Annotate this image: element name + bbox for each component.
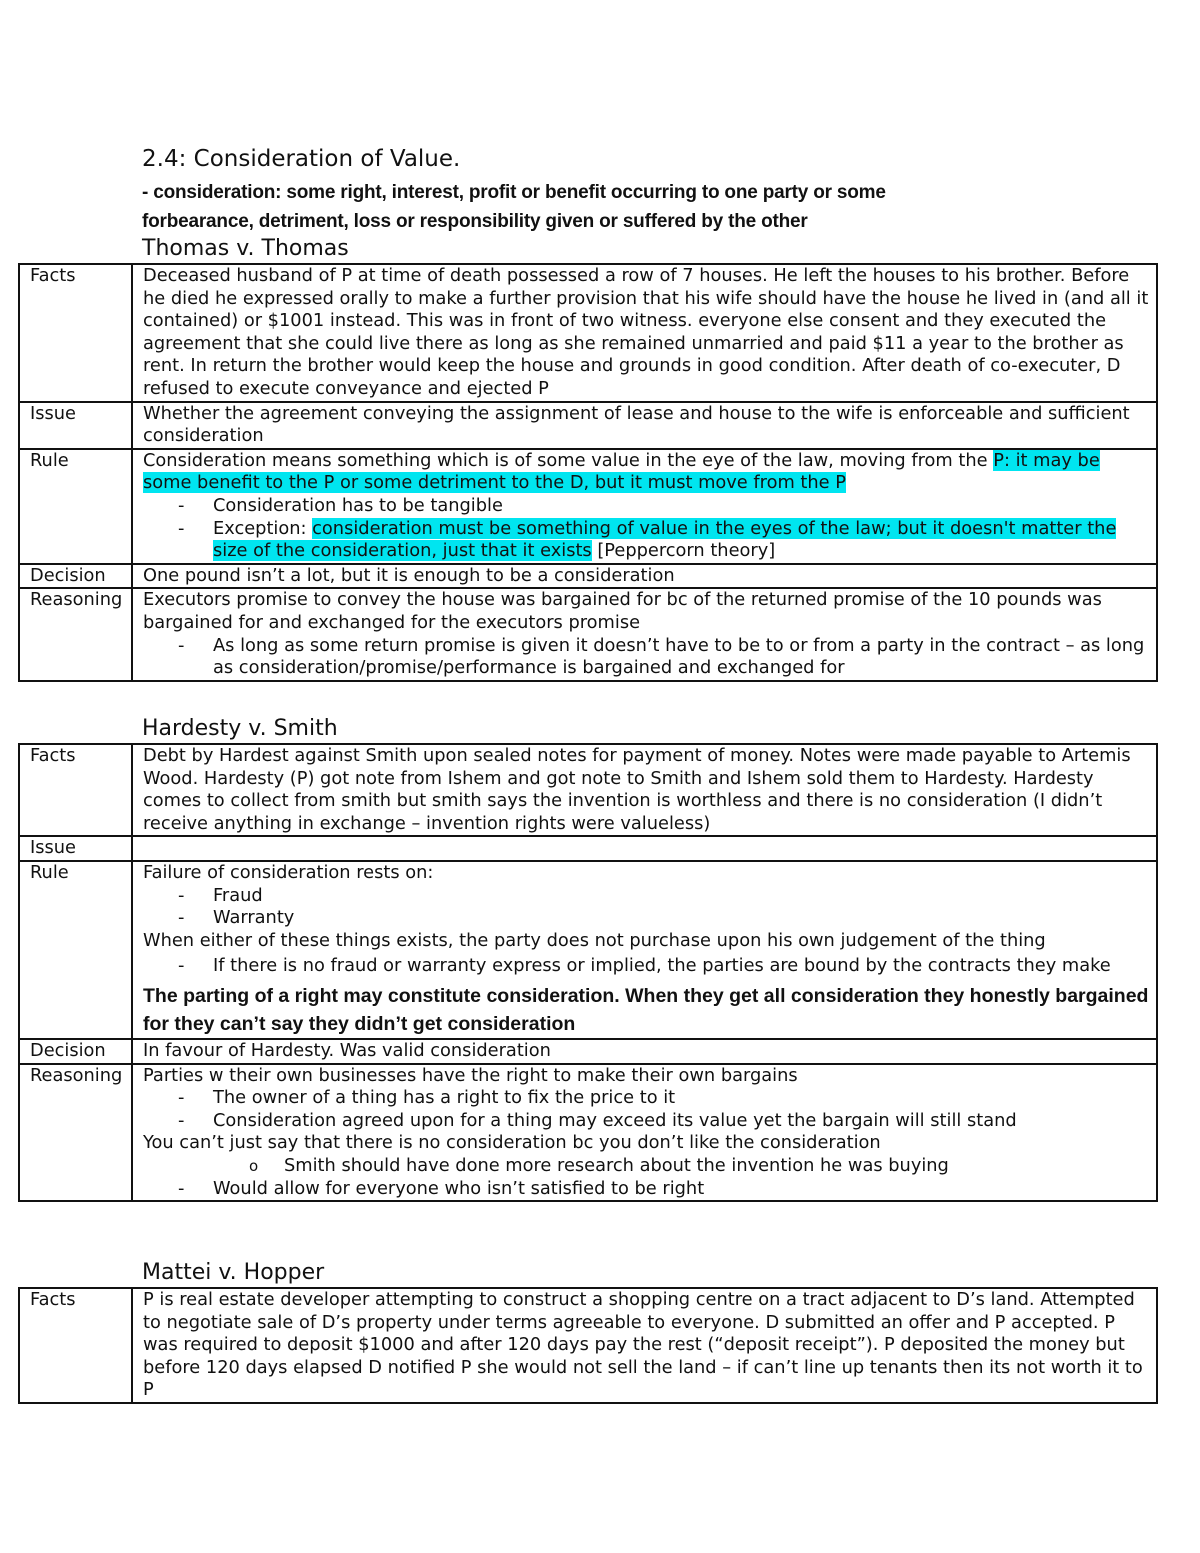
reasoning-cell [132,1064,1157,1202]
section-heading: 2.4: Consideration of Value. [142,146,461,172]
decision-text: In favour of Hardesty. Was valid consideration [132,1039,1157,1064]
issue-text [132,836,1157,861]
reasoning-bullets-2 [143,1178,1152,1201]
list-item: o Smith should have done more research about the invention he was buying [284,1155,1152,1178]
exception-highlight: consideration must be something of value in the eyes of the law; but it doesn't matter the size of the consideration, just that it exists [213,517,1117,562]
facts-text: Deceased husband of P at time of death possessed a row of 7 houses. He left the houses to his brother. Before he died he expressed orally to make a further provision that his wife should have the house he lived in (and all it contained) or $1001 instead. This was in front of two witness. everyone else consent and they executed the agreement that she could live there as long as she remained unmarried and paid $11 a year to the brother as rent. In return the brother would keep the house and grounds in good condition. After death of co-executer, D refused to execute conveyance and ejected P [132,264,1157,402]
rule-highlight: P: it may be some benefit to the P or some detriment to the D, but it must move from the P [143,449,1100,494]
case-title-thomas: Thomas v. Thomas [142,236,349,261]
row-label-reasoning: Reasoning [19,1064,132,1202]
facts-text: P is real estate developer attempting to construct a shopping centre on a tract adjacent to D’s land. Attempted to negotiate sale of D’s property under terms agreeable to everyone. D submitted an offer and P accepted. P was required to deposit $1000 and after 120 days pay the rest (“deposit receipt”). P deposited the money but before 120 days elapsed D notified P she would not sell the land – if can’t line up tenants then its not worth it to P [132,1288,1157,1403]
case-table-hardesty [18,743,1158,1202]
row-label-rule: Rule [19,861,132,1039]
case-title-hardesty: Hardesty v. Smith [142,716,338,741]
case-title-mattei: Mattei v. Hopper [142,1260,325,1285]
table-row [19,402,1157,449]
row-label-issue: Issue [19,402,132,449]
rule-bullets [143,495,1152,563]
list-item: - Fraud [213,885,1152,908]
rule-line-2: When either of these things exists, the party does not purchase upon his own judgement of the thing [143,929,1046,951]
table-row [19,744,1157,836]
decision-text: One pound isn’t a lot, but it is enough to be a consideration [132,564,1157,589]
table-row [19,836,1157,861]
row-label-decision: Decision [19,564,132,589]
table-row [19,449,1157,564]
list-item: - Consideration agreed upon for a thing may exceed its value yet the bargain will still stand [213,1110,1152,1133]
rule-cell [132,449,1157,564]
table-row [19,1039,1157,1064]
bullet-suffix: [Peppercorn theory] [591,540,776,562]
rule-bullets-2 [143,955,1152,978]
row-label-issue: Issue [19,836,132,861]
list-item: - Consideration has to be tangible [213,495,1152,518]
reasoning-intro: Parties w their own businesses have the right to make their own bargains [143,1064,798,1086]
table-row [19,1064,1157,1202]
reasoning-cell [132,588,1157,680]
list-item: - As long as some return promise is given it doesn’t have to be to or from a party in the contract – as long as consideration/promise/performance is bargained and exchanged for [213,635,1152,680]
table-row [19,861,1157,1039]
reasoning-line-2: You can’t just say that there is no consideration bc you don’t like the consideration [143,1132,881,1154]
rule-intro: Consideration means something which is of some value in the eye of the law, moving from the [143,449,994,471]
list-item: - Warranty [213,907,1152,930]
reasoning-subbullets [143,1155,1152,1178]
list-item: - If there is no fraud or warranty express or implied, the parties are bound by the contracts they make [213,955,1152,978]
facts-text: Debt by Hardest against Smith upon sealed notes for payment of money. Notes were made payable to Artemis Wood. Hardesty (P) got note from Ishem and got note to Smith and Ishem sold them to Hardesty. Hardesty comes to collect from smith but smith says the invention is worthless and there is no consideration (I didn’t receive anything in exchange – invention rights were valueless) [132,744,1157,836]
table-row [19,564,1157,589]
case-table-thomas [18,263,1158,682]
rule-cell [132,861,1157,1039]
row-label-facts: Facts [19,264,132,402]
consideration-definition [142,178,1142,236]
row-label-facts: Facts [19,744,132,836]
row-label-rule: Rule [19,449,132,564]
bullet-prefix: Exception: [213,517,313,539]
list-item: - Would allow for everyone who isn’t satisfied to be right [213,1178,1152,1201]
rule-intro: Failure of consideration rests on: [143,861,434,883]
reasoning-bullets [143,1087,1152,1132]
row-label-decision: Decision [19,1039,132,1064]
row-label-reasoning: Reasoning [19,588,132,680]
row-label-facts: Facts [19,1288,132,1403]
rule-bullets [143,885,1152,930]
definition-line-2: forbearance, detriment, loss or responsibility given or suffered by the other [142,211,808,232]
list-item [213,518,1152,563]
definition-line-1: - consideration: some right, interest, profit or benefit occurring to one party or some [142,182,886,203]
table-row [19,264,1157,402]
issue-text: Whether the agreement conveying the assignment of lease and house to the wife is enforceable and sufficient consideration [132,402,1157,449]
case-table-mattei [18,1287,1158,1404]
rule-bold-statement: The parting of a right may constitute consideration. When they get all consideration they honestly bargained for they can’t say they didn’t get consideration [143,984,1149,1035]
list-item: - The owner of a thing has a right to fix the price to it [213,1087,1152,1110]
table-row [19,1288,1157,1403]
reasoning-text: Executors promise to convey the house was bargained for bc of the returned promise of the 10 pounds was bargained for and exchanged for the executors promise [143,589,1102,633]
reasoning-bullets [143,635,1152,680]
table-row [19,588,1157,680]
